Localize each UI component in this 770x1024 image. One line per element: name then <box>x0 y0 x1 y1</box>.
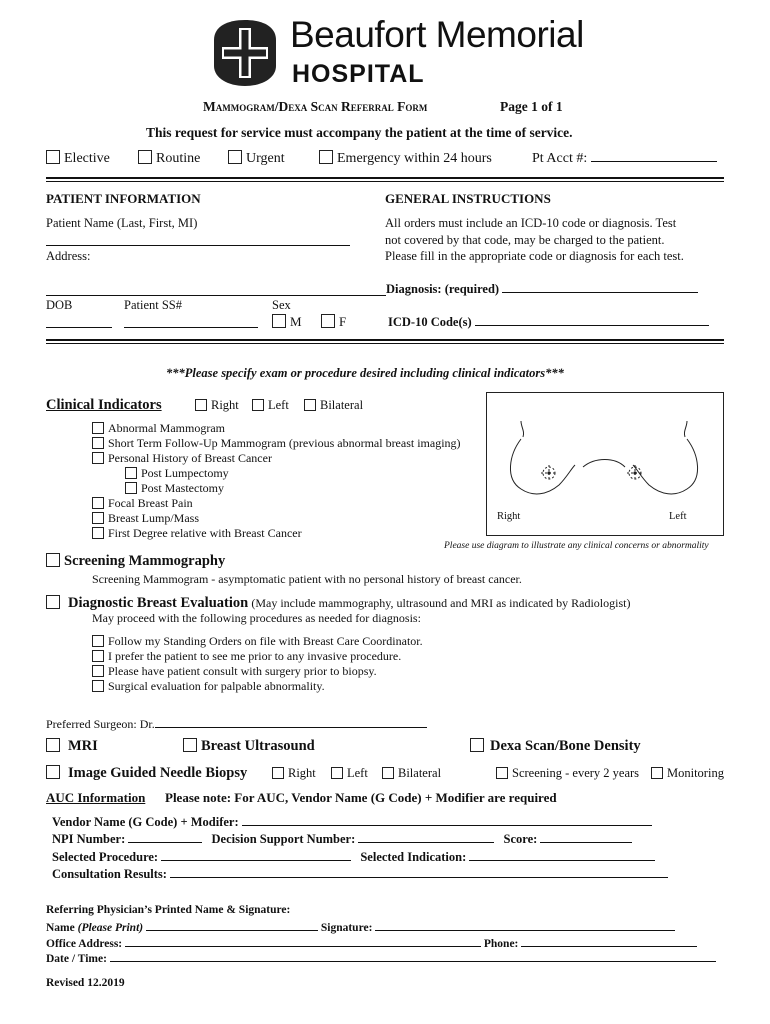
biopsy-left-checkbox[interactable] <box>331 767 343 779</box>
clinical-bilateral[interactable] <box>304 398 363 413</box>
clinical-item-checkbox[interactable] <box>92 512 104 524</box>
hospital-sub: HOSPITAL <box>292 60 425 88</box>
dexa-option[interactable] <box>470 738 641 755</box>
clinical-item-label: Breast Lump/Mass <box>108 511 199 525</box>
biopsy-bilateral-checkbox[interactable] <box>382 767 394 779</box>
clinical-right-label: Right <box>211 398 239 412</box>
priority-emergency[interactable] <box>319 150 492 167</box>
icd-label: ICD-10 Code(s) <box>388 315 472 329</box>
mri-checkbox[interactable] <box>46 738 60 752</box>
dexa-screening[interactable] <box>496 766 639 781</box>
signature-label: Signature: <box>320 922 373 934</box>
clinical-right-checkbox[interactable] <box>195 399 207 411</box>
consult-field[interactable] <box>170 866 668 878</box>
routine-label: Routine <box>156 151 201 166</box>
clinical-item-checkbox[interactable] <box>92 452 104 464</box>
patient-name-field[interactable] <box>46 234 350 246</box>
priority-urgent[interactable] <box>228 150 285 167</box>
divider <box>46 177 724 179</box>
clinical-item-label: First Degree relative with Breast Cancer <box>108 526 302 540</box>
patient-heading: PATIENT INFORMATION <box>46 191 201 206</box>
decision-label: Decision Support Number: <box>211 832 356 846</box>
address-label: Address: <box>46 249 91 263</box>
diagnostic-item-checkbox[interactable] <box>92 650 104 662</box>
dexa-checkbox[interactable] <box>470 738 484 752</box>
biopsy-left-label: Left <box>347 766 368 780</box>
clinical-item[interactable] <box>125 481 224 496</box>
vendor-label: Vendor Name (G Code) + Modifer: <box>52 815 239 829</box>
screening-desc: Screening Mammogram - asymptomatic patient with no personal history of breast cancer. <box>92 572 522 586</box>
dob-label: DOB <box>46 298 73 312</box>
ultrasound-checkbox[interactable] <box>183 738 197 752</box>
screening-checkbox[interactable] <box>46 553 60 567</box>
screening-heading: Screening Mammography <box>64 553 226 569</box>
clinical-item-checkbox[interactable] <box>125 482 137 494</box>
consult-label: Consultation Results: <box>52 867 167 881</box>
patient-name-label: Patient Name (Last, First, MI) <box>46 216 198 230</box>
diagnostic-item-label: I prefer the patient to see me prior to any invasive procedure. <box>108 649 402 663</box>
diagnostic-item-checkbox[interactable] <box>92 665 104 677</box>
priority-routine[interactable] <box>138 150 200 167</box>
date-field[interactable] <box>110 950 716 962</box>
diagnostic-item-label: Please have patient consult with surgery prior to biopsy. <box>108 664 377 678</box>
emergency-checkbox[interactable] <box>319 150 333 164</box>
procedure-label: Selected Procedure: <box>52 850 159 864</box>
pt-acct-field[interactable] <box>591 150 717 162</box>
vendor-field[interactable] <box>242 814 652 826</box>
diagram-left-label: Left <box>669 511 687 522</box>
diagram-right-label: Right <box>497 511 521 522</box>
dob-field[interactable] <box>46 316 112 328</box>
divider <box>46 343 724 344</box>
hospital-name: Beaufort Memorial <box>290 14 584 55</box>
phone-field[interactable] <box>521 935 697 947</box>
physician-name-note: (Please Print) <box>77 922 144 934</box>
page-number: Page 1 of 1 <box>500 99 563 114</box>
decision-field[interactable] <box>358 831 494 843</box>
revised-date: Revised 12.2019 <box>46 977 125 989</box>
npi-label: NPI Number: <box>52 832 126 846</box>
clinical-item-checkbox[interactable] <box>92 422 104 434</box>
biopsy-bilateral-label: Bilateral <box>398 766 442 780</box>
breast-outline-icon <box>487 393 723 535</box>
dexa-monitoring-checkbox[interactable] <box>651 767 663 779</box>
clinical-left-checkbox[interactable] <box>252 399 264 411</box>
diagnostic-item-checkbox[interactable] <box>92 680 104 692</box>
clinical-bilateral-checkbox[interactable] <box>304 399 316 411</box>
diagnostic-note: (May include mammography, ultrasound and MRI as indicated by Radiologist) <box>251 596 631 610</box>
indication-field[interactable] <box>469 849 655 861</box>
instructions-line: All orders must include an ICD-10 code or diagnosis. Test <box>385 216 677 230</box>
divider <box>46 181 724 182</box>
npi-row <box>52 831 632 847</box>
clinical-item-checkbox[interactable] <box>125 467 137 479</box>
diagnostic-item-label: Surgical evaluation for palpable abnormality. <box>108 679 325 693</box>
diagnostic-item[interactable] <box>92 664 377 679</box>
urgent-label: Urgent <box>246 151 285 166</box>
clinical-heading: Clinical Indicators <box>46 397 162 413</box>
clinical-item[interactable] <box>92 436 461 451</box>
surgeon-label: Preferred Surgeon: Dr. <box>46 717 155 731</box>
elective-checkbox[interactable] <box>46 150 60 164</box>
pt-acct-label: Pt Acct #: <box>532 151 588 166</box>
physician-heading: Referring Physician’s Printed Name & Signature: <box>46 904 291 916</box>
biopsy-bilateral[interactable] <box>382 766 441 781</box>
diagnosis-field[interactable] <box>502 281 698 293</box>
clinical-left-label: Left <box>268 398 289 412</box>
sex-m-checkbox[interactable] <box>272 314 286 328</box>
diagnostic-item[interactable] <box>92 679 325 694</box>
auc-heading: AUC Information <box>46 790 146 805</box>
indication-label: Selected Indication: <box>360 850 467 864</box>
npi-field[interactable] <box>128 831 202 843</box>
physician-name-field[interactable] <box>146 919 318 931</box>
icd-field[interactable] <box>475 314 709 326</box>
instructions-line: not covered by that code, may be charged to the patient. <box>385 233 665 247</box>
cross-shield-icon <box>210 18 280 88</box>
biopsy-left[interactable] <box>331 766 368 781</box>
clinical-item-checkbox[interactable] <box>92 527 104 539</box>
mri-label: MRI <box>68 738 98 754</box>
score-field[interactable] <box>540 831 632 843</box>
office-row <box>46 935 697 950</box>
diagnosis-row <box>386 281 698 297</box>
sex-m-label: M <box>290 314 302 329</box>
date-label: Date / Time: <box>46 953 107 965</box>
diagnostic-checkbox[interactable] <box>46 595 60 609</box>
procedure-row <box>52 849 655 865</box>
diagnostic-item-label: Follow my Standing Orders on file with Breast Care Coordinator. <box>108 634 423 648</box>
diagnostic-option[interactable] <box>46 595 630 612</box>
auc-note: Please note: For AUC, Vendor Name (G Code) + Modifier are required <box>165 790 557 805</box>
biopsy-right-checkbox[interactable] <box>272 767 284 779</box>
sex-m[interactable] <box>272 314 302 330</box>
dexa-monitoring[interactable] <box>651 766 724 781</box>
sex-f-label: F <box>339 314 347 329</box>
office-label: Office Address: <box>46 938 123 950</box>
diagnostic-heading: Diagnostic Breast Evaluation <box>68 595 249 611</box>
surgeon-field[interactable] <box>155 716 427 728</box>
clinical-item[interactable] <box>92 526 302 541</box>
diagnostic-item[interactable] <box>92 634 423 649</box>
date-row <box>46 950 716 965</box>
ss-field[interactable] <box>124 316 258 328</box>
biopsy-right-label: Right <box>288 766 316 780</box>
elective-label: Elective <box>64 151 110 166</box>
clinical-item-checkbox[interactable] <box>92 437 104 449</box>
ss-label: Patient SS# <box>124 298 182 312</box>
ultrasound-option[interactable] <box>183 738 315 755</box>
sex-f-checkbox[interactable] <box>321 314 335 328</box>
routine-checkbox[interactable] <box>138 150 152 164</box>
biopsy-label: Image Guided Needle Biopsy <box>68 765 248 781</box>
clinical-item-label: Post Mastectomy <box>141 481 224 495</box>
divider <box>46 339 724 341</box>
dexa-monitoring-label: Monitoring <box>667 766 724 780</box>
ultrasound-label: Breast Ultrasound <box>201 738 315 754</box>
surgeon-row <box>46 716 427 732</box>
dexa-screening-checkbox[interactable] <box>496 767 508 779</box>
form-notice: This request for service must accompany the patient at the time of service. <box>146 125 573 140</box>
address-field[interactable] <box>46 284 386 296</box>
procedure-field[interactable] <box>161 849 351 861</box>
biopsy-option[interactable] <box>46 765 247 782</box>
diagnostic-proceed: May proceed with the following procedures as needed for diagnosis: <box>92 611 421 625</box>
clinical-item-label: Abnormal Mammogram <box>108 421 225 435</box>
clinical-item[interactable] <box>92 496 193 511</box>
clinical-item-label: Personal History of Breast Cancer <box>108 451 272 465</box>
diagnostic-item-checkbox[interactable] <box>92 635 104 647</box>
clinical-item[interactable] <box>92 421 225 436</box>
icd-row <box>388 314 709 330</box>
biopsy-right[interactable] <box>272 766 316 781</box>
vendor-row <box>52 814 652 830</box>
sex-label: Sex <box>272 298 291 312</box>
clinical-item-label: Post Lumpectomy <box>141 466 229 480</box>
clinical-item-label: Focal Breast Pain <box>108 496 193 510</box>
clinical-item-checkbox[interactable] <box>92 497 104 509</box>
screening-option[interactable] <box>46 553 225 570</box>
biopsy-checkbox[interactable] <box>46 765 60 779</box>
sex-f[interactable] <box>321 314 346 330</box>
clinical-item[interactable] <box>92 511 199 526</box>
clinical-item[interactable] <box>125 466 229 481</box>
consult-row <box>52 866 668 882</box>
phone-label: Phone: <box>483 938 519 950</box>
hospital-logo <box>210 18 280 88</box>
physician-name-row <box>46 919 675 934</box>
exam-notice: ***Please specify exam or procedure desired including clinical indicators*** <box>166 366 564 380</box>
clinical-left[interactable] <box>252 398 289 413</box>
diagnostic-item[interactable] <box>92 649 401 664</box>
clinical-right[interactable] <box>195 398 239 413</box>
priority-elective[interactable] <box>46 150 110 167</box>
mri-option[interactable] <box>46 738 98 755</box>
dexa-screening-label: Screening - every 2 years <box>512 766 640 780</box>
clinical-item[interactable] <box>92 451 272 466</box>
physician-name-label: Name <box>46 922 78 934</box>
clinical-item-label: Short Term Follow-Up Mammogram (previous abnormal breast imaging) <box>108 436 461 450</box>
signature-field[interactable] <box>375 919 675 931</box>
instructions-heading: GENERAL INSTRUCTIONS <box>385 191 551 206</box>
emergency-label: Emergency within 24 hours <box>337 151 492 166</box>
clinical-bilateral-label: Bilateral <box>320 398 364 412</box>
dexa-label: Dexa Scan/Bone Density <box>490 738 641 754</box>
diagnosis-label: Diagnosis: (required) <box>386 282 500 296</box>
form-title: Mammogram/Dexa Scan Referral Form <box>203 99 428 114</box>
breast-diagram[interactable] <box>486 392 724 536</box>
instructions-line: Please fill in the appropriate code or diagnosis for each test. <box>385 249 684 263</box>
urgent-checkbox[interactable] <box>228 150 242 164</box>
score-label: Score: <box>503 832 538 846</box>
diagram-note: Please use diagram to illustrate any clinical concerns or abnormality <box>444 541 709 551</box>
office-field[interactable] <box>125 935 481 947</box>
